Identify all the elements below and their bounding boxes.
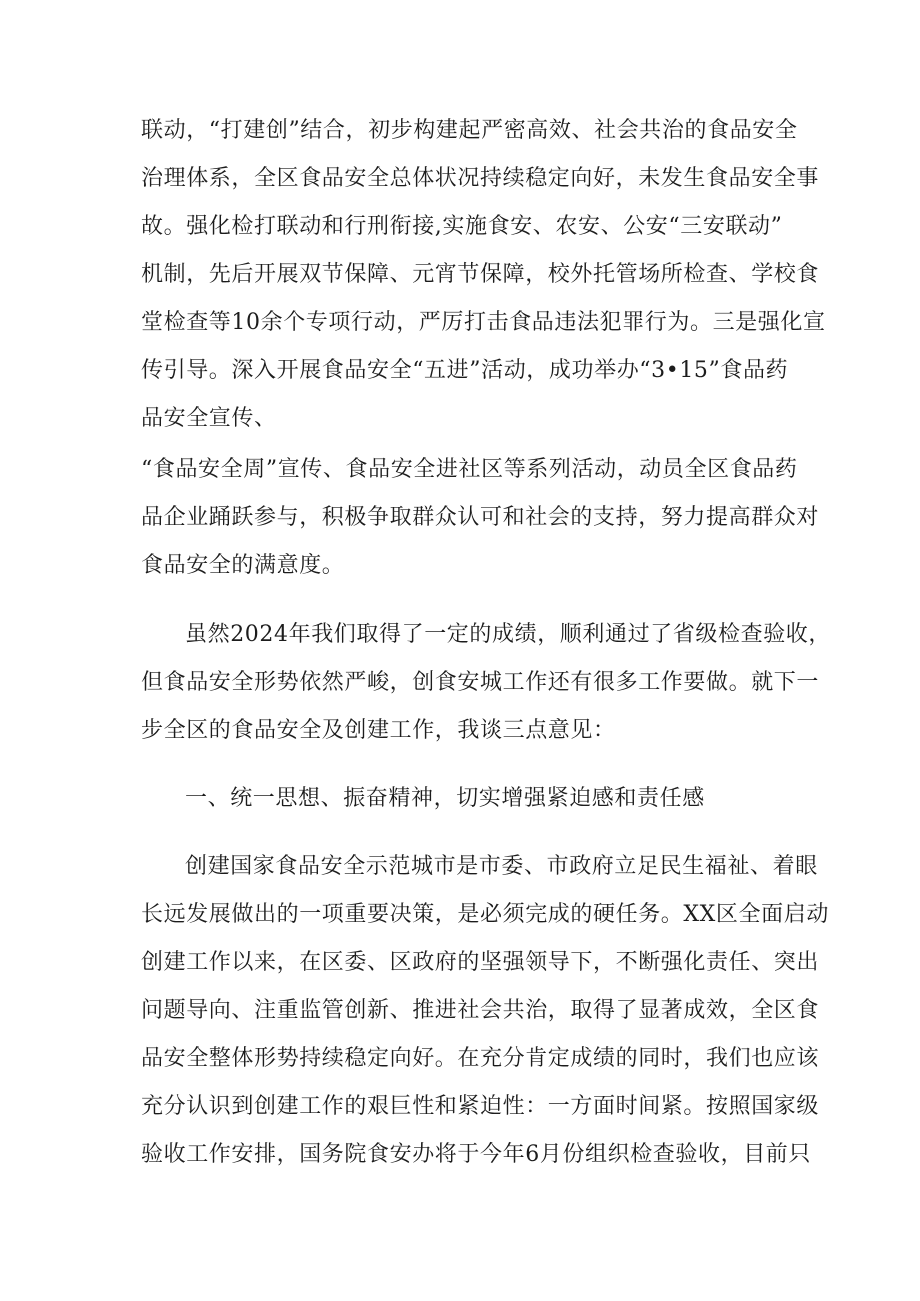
- text-line: 食品安全的满意度。: [141, 553, 345, 578]
- paragraph-first-line: 创建国家食品安全示范城市是市委、市政府立足民生福祉、着眼: [185, 854, 818, 879]
- text-line: 长远发展做出的一项重要决策，是必须完成的硬任务。XX区全面启动: [141, 902, 829, 927]
- text-line: 充分认识到创建工作的艰巨性和紧迫性：一方面时间紧。按照国家级: [141, 1094, 820, 1119]
- text-line: 传引导。深入开展食品安全“五进”活动，成功举办“3•15”食品药: [141, 358, 789, 383]
- text-line: “食品安全周”宣传、食品安全进社区等系列活动，动员全区食品药: [141, 457, 798, 482]
- text-line: 联动，“打建创”结合，初步构建起严密高效、社会共治的食品安全: [141, 118, 798, 143]
- section-heading: 一、统一思想、振奋精神，切实增强紧迫感和责任感: [185, 786, 705, 811]
- text-line: 但食品安全形势依然严峻，创食安城工作还有很多工作要做。就下一: [141, 670, 820, 695]
- text-line: 步全区的食品安全及创建工作，我谈三点意见：: [141, 718, 616, 743]
- text-line: 问题导向、注重监管创新、推进社会共治，取得了显著成效，全区食: [141, 998, 820, 1023]
- text-line: 品安全整体形势持续稳定向好。在充分肯定成绩的同时，我们也应该: [141, 1046, 820, 1071]
- text-line: 创建工作以来，在区委、区政府的坚强领导下，不断强化责任、突出: [141, 950, 820, 975]
- paragraph-first-line: 虽然2024年我们取得了一定的成绩，顺利通过了省级检查验收，: [185, 622, 831, 647]
- text-line: 品安全宣传、: [141, 406, 277, 431]
- text-line: 治理体系，全区食品安全总体状况持续稳定向好，未发生食品安全事: [141, 166, 820, 191]
- text-line: 机制，先后开展双节保障、元宵节保障，校外托管场所检查、学校食: [141, 262, 820, 287]
- text-line: 故。强化检打联动和行刑衔接,实施食安、农安、公安“三安联动”: [141, 214, 783, 239]
- text-line: 品企业踊跃参与，积极争取群众认可和社会的支持，努力提高群众对: [141, 505, 820, 530]
- text-line: 验收工作安排，国务院食安办将于今年6月份组织检查验收，目前只: [141, 1142, 811, 1167]
- text-line: 堂检查等10余个专项行动，严厉打击食品违法犯罪行为。三是强化宣: [141, 310, 826, 335]
